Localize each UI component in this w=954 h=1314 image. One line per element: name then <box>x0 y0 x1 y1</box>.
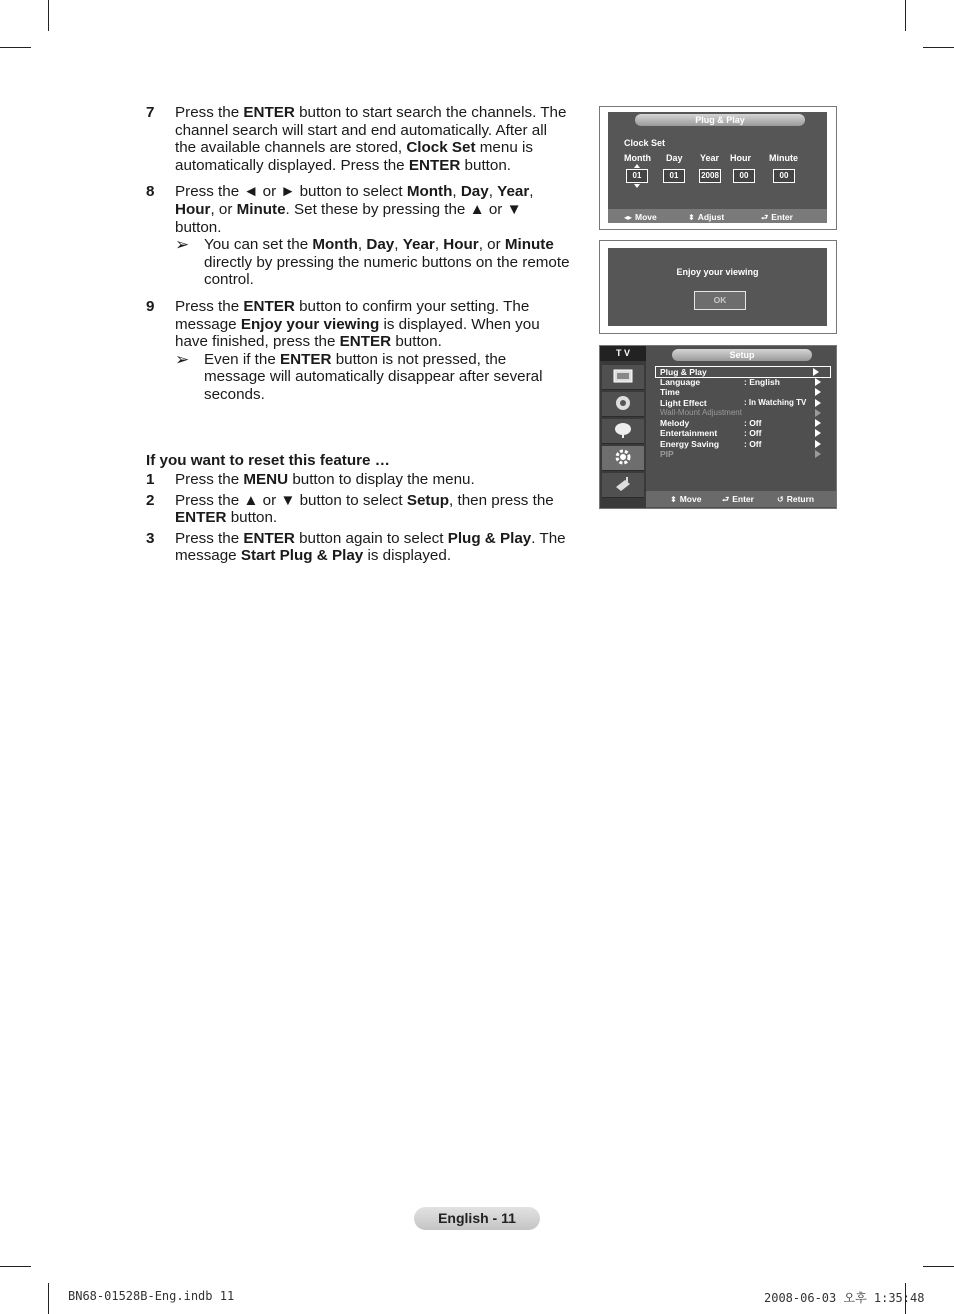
bold-term: ENTER <box>408 156 461 174</box>
step-text: Press the ENTER button again to select Plug & Play. The message Start Plug & Play is displayed. <box>175 529 566 565</box>
step-number: 1 <box>146 471 155 489</box>
menu-item-wall-mount <box>660 408 830 418</box>
menu-sidebar <box>600 346 646 508</box>
step-8 <box>146 183 571 289</box>
menu-item-label: PIP <box>660 449 674 459</box>
instructions-column <box>146 104 571 568</box>
osd-title: Setup <box>672 349 812 361</box>
gear-icon <box>613 448 633 466</box>
bold-term: ENTER <box>243 529 295 547</box>
bold-term: Day <box>460 183 489 201</box>
step-number: 7 <box>146 104 155 121</box>
sidebar-sound[interactable] <box>602 392 644 417</box>
reset-step-3 <box>146 530 571 565</box>
bold-term: ENTER <box>243 104 295 121</box>
down-arrow-icon <box>634 184 640 188</box>
step-number: 9 <box>146 297 155 315</box>
enter-hint <box>761 212 793 226</box>
bold-term: Day <box>366 236 395 254</box>
menu-item-value: : Off <box>744 428 762 438</box>
clockset-heading: Clock Set <box>624 138 666 148</box>
menu-item-value: : In Watching TV <box>744 398 807 407</box>
menu-item-pip <box>660 449 830 459</box>
month-value[interactable]: 01 <box>626 169 648 183</box>
enjoy-screen <box>608 248 827 326</box>
enter-hint <box>722 494 754 508</box>
menu-item-label: Language <box>660 377 701 387</box>
bold-term: Year <box>497 183 530 201</box>
bold-term: Enjoy your viewing <box>240 315 380 333</box>
step-9 <box>146 298 571 404</box>
channel-icon <box>613 421 633 439</box>
clockset-panel <box>599 106 837 230</box>
bold-term: Start Plug & Play <box>240 547 364 565</box>
reset-heading: If you want to reset this feature … <box>146 451 390 469</box>
right-arrow-icon <box>815 378 821 386</box>
enter-icon: ⮐ <box>722 495 730 504</box>
right-arrow-icon <box>815 429 821 437</box>
up-down-arrows-icon: ⬍ <box>670 495 677 504</box>
right-arrow-icon <box>813 368 819 376</box>
crop-mark <box>0 47 31 48</box>
menu-item-label: Wall-Mount Adjustment <box>660 408 742 417</box>
bold-term: Minute <box>504 236 554 254</box>
crop-mark <box>923 1266 954 1267</box>
return-label: Return <box>786 494 815 504</box>
step-number: 2 <box>146 491 155 509</box>
move-hint <box>624 212 657 222</box>
step-note <box>175 351 571 404</box>
tv-tab[interactable]: T V <box>600 346 646 361</box>
step-number: 3 <box>146 529 155 547</box>
field-label-hour: Hour <box>730 153 751 163</box>
page-number-tab: English - 11 <box>414 1207 540 1230</box>
left-right-arrows-icon: ◂▸ <box>624 213 633 222</box>
bold-term: Setup <box>406 491 450 509</box>
sound-icon <box>613 394 633 412</box>
step-note <box>175 236 571 289</box>
step-text: Press the ENTER button to confirm your setting. The message Enjoy your viewing is displayed. When you have finished, press the ENTER button. <box>175 297 540 351</box>
crop-mark <box>923 47 954 48</box>
sidebar-setup[interactable] <box>602 446 644 471</box>
bold-term: Hour <box>175 200 211 218</box>
right-arrow-icon <box>815 419 821 427</box>
step-text: Press the ENTER button to start search the channels. The channel search will start and end automatically. After all the available channels are stored, Clock Set menu is automatically displayed. Press the ENTER button. <box>175 104 567 174</box>
osd-title: Plug & Play <box>635 114 805 126</box>
enter-label: Enter <box>732 494 754 504</box>
step-text: Press the ◄ or ► button to select Month, Day, Year, Hour, or Minute. Set these by pressing the ▲ or ▼ button. <box>175 183 534 236</box>
enjoy-panel <box>599 240 837 334</box>
note-arrow-icon: ➢ <box>175 349 190 369</box>
enter-label: Enter <box>771 212 793 222</box>
sidebar-channel[interactable] <box>602 419 644 444</box>
menu-item-plug-and-play[interactable] <box>656 367 830 377</box>
bold-term: MENU <box>243 471 289 489</box>
move-label: Move <box>679 494 702 504</box>
field-label-month: Month <box>624 153 651 163</box>
enjoy-message: Enjoy your viewing <box>676 267 759 277</box>
picture-icon <box>613 367 633 385</box>
menu-item-label: Entertainment <box>660 428 718 438</box>
field-label-year: Year <box>700 153 720 163</box>
right-arrow-icon <box>815 399 821 407</box>
right-arrow-icon <box>815 450 821 458</box>
crop-mark <box>905 0 906 31</box>
day-value[interactable]: 01 <box>663 169 685 183</box>
minute-value[interactable]: 00 <box>773 169 795 183</box>
menu-item-label: Energy Saving <box>660 439 720 449</box>
step-text: Press the MENU button to display the menu. <box>175 471 475 489</box>
bold-term: ENTER <box>175 509 227 527</box>
bold-term: Month <box>312 236 358 254</box>
move-hint <box>670 494 701 504</box>
up-arrow-icon <box>634 164 640 168</box>
menu-item-value: : Off <box>744 439 762 449</box>
menu-item-label: Plug & Play <box>660 367 707 377</box>
setup-panel <box>599 345 837 509</box>
bold-term: ENTER <box>279 350 332 368</box>
step-text: Press the ▲ or ▼ button to select Setup, then press the ENTER button. <box>175 491 554 527</box>
menu-item-light-effect[interactable] <box>660 398 830 408</box>
menu-item-value: : English <box>744 377 780 387</box>
footer-timestamp: 2008-06-03 오후 1:35:48 <box>764 1291 925 1305</box>
menu-item-language[interactable] <box>660 377 830 387</box>
ok-button[interactable]: OK <box>694 291 746 310</box>
crop-mark <box>0 1266 31 1267</box>
bold-term: Clock Set <box>406 139 476 157</box>
crop-mark <box>48 0 49 31</box>
menu-item-value: : Off <box>744 418 762 428</box>
return-icon: ↺ <box>777 495 784 504</box>
field-label-minute: Minute <box>769 153 798 163</box>
bold-term: Plug & Play <box>447 529 532 547</box>
menu-item-label: Light Effect <box>660 398 707 408</box>
right-arrow-icon <box>815 409 821 417</box>
right-arrow-icon <box>815 388 821 396</box>
reset-step-2 <box>146 492 571 527</box>
reset-step-1 <box>146 471 571 489</box>
hour-value[interactable]: 00 <box>733 169 755 183</box>
right-arrow-icon <box>815 440 821 448</box>
bold-term: Minute <box>236 200 286 218</box>
osd-help-bar <box>608 209 827 223</box>
year-value[interactable]: 2008 <box>699 169 721 183</box>
return-hint <box>777 494 814 504</box>
adjust-label: Adjust <box>697 212 725 222</box>
osd-help-bar <box>646 491 836 507</box>
bold-term: ENTER <box>339 333 392 351</box>
footer-file-info: BN68-01528B-Eng.indb 11 <box>68 1289 235 1303</box>
bold-term: ENTER <box>243 297 295 315</box>
step-7 <box>146 104 571 174</box>
adjust-hint <box>688 212 724 222</box>
field-label-day: Day <box>666 153 683 163</box>
menu-item-label: Time <box>660 387 680 397</box>
menu-item-energy-saving[interactable] <box>660 439 830 449</box>
note-text: Even if the ENTER button is not pressed, the message will automatically disappear after several seconds. <box>204 350 543 403</box>
up-down-arrows-icon: ⬍ <box>688 213 695 222</box>
bold-term: Month <box>406 183 453 201</box>
menu-item-entertainment[interactable] <box>660 428 830 438</box>
enter-icon: ⮐ <box>761 213 769 222</box>
bold-term: Year <box>402 236 435 254</box>
sidebar-picture[interactable] <box>602 365 644 390</box>
menu-item-label: Melody <box>660 418 690 428</box>
note-arrow-icon: ➢ <box>175 235 190 255</box>
menu-item-time[interactable] <box>660 387 830 397</box>
crop-mark <box>48 1283 49 1314</box>
step-number: 8 <box>146 183 155 201</box>
bold-term: Hour <box>443 236 479 254</box>
sidebar-input[interactable] <box>602 473 644 498</box>
note-text: You can set the Month, Day, Year, Hour, or Minute directly by pressing the numeric buttons on the remote control. <box>204 236 570 289</box>
menu-item-melody[interactable] <box>660 418 830 428</box>
move-label: Move <box>635 212 657 222</box>
clockset-screen <box>608 112 827 223</box>
input-plug-icon <box>613 475 633 493</box>
